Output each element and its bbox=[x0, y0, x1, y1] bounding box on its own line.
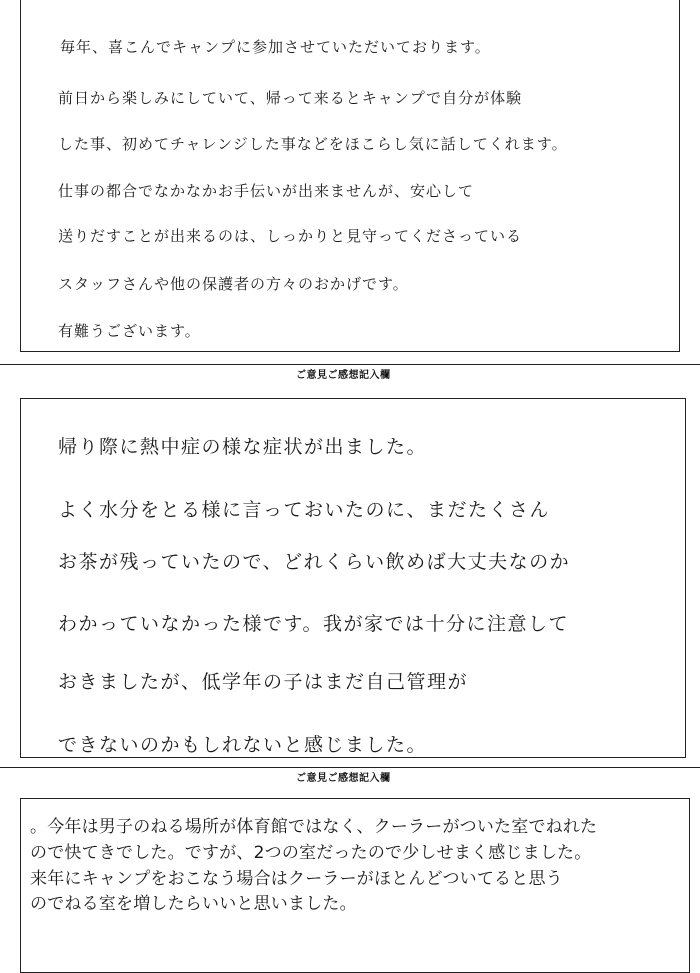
handwritten-line: 帰り際に熱中症の様な症状が出ました。 bbox=[58, 436, 428, 458]
handwritten-line: 。今年は男子のねる場所が体育館ではなく、クーラーがついた室でねれた bbox=[30, 817, 598, 837]
handwritten-line: した事、初めてチャレンジした事などをほこらし気に話してくれます。 bbox=[58, 135, 568, 153]
section-divider-1 bbox=[0, 364, 700, 365]
handwritten-line: ので快てきでした。ですが、2つの室だったので少しせまく感じました。 bbox=[30, 843, 592, 863]
section-label-1: ご意見ご感想記入欄 bbox=[296, 370, 391, 381]
handwritten-line: 仕事の都合でなかなかお手伝いが出来ませんが、安心して bbox=[58, 182, 475, 200]
handwritten-line: お茶が残っていたので、どれくらい飲めば大丈夫なのか bbox=[58, 551, 571, 573]
handwritten-line: のでねる室を増したらいいと思いました。 bbox=[30, 894, 357, 914]
handwritten-line: できないのかもしれないと感じました。 bbox=[58, 734, 428, 756]
section-label-2: ご意見ご感想記入欄 bbox=[296, 773, 391, 784]
handwritten-line: よく水分をとる様に言っておいたのに、まだたくさん bbox=[58, 499, 551, 521]
handwritten-line: 来年にキャンプをおこなう場合はクーラーがほとんどついてると思う bbox=[30, 869, 563, 889]
handwritten-line: 前日から楽しみにしていて、帰って来るとキャンプで自分が体験 bbox=[58, 89, 523, 107]
handwritten-line: おきましたが、低学年の子はまだ自己管理が bbox=[58, 671, 469, 693]
handwritten-line: 送りだすことが出来るのは、しっかりと見守ってくださっている bbox=[58, 227, 523, 245]
handwritten-line: スタッフさんや他の保護者の方々のおかげです。 bbox=[58, 275, 409, 293]
handwritten-line: わかっていなかった様です。我が家では十分に注意して bbox=[58, 613, 569, 635]
handwritten-line: 有難うございます。 bbox=[58, 322, 201, 340]
handwritten-line: 毎年、喜こんでキャンプに参加させていただいております。 bbox=[60, 38, 491, 56]
section-divider-2 bbox=[0, 767, 700, 768]
